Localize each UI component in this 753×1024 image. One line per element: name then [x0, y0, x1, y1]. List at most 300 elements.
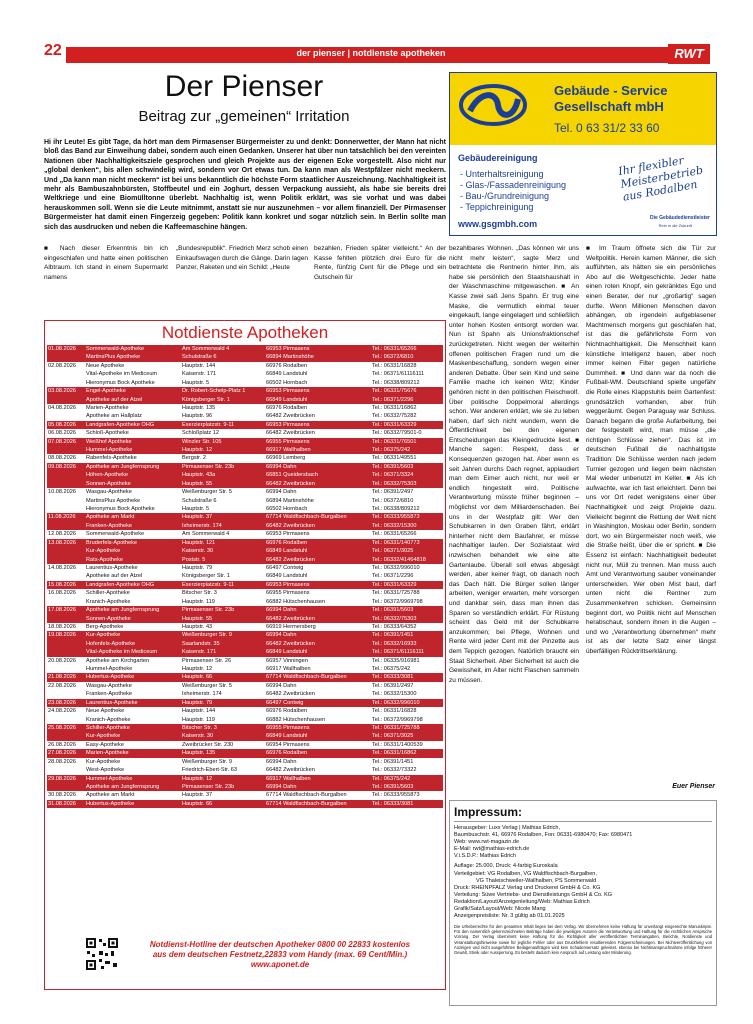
pharmacy-date: 10.08.2026 — [48, 489, 76, 496]
pharmacy-street: Pirmasenser Str. 23b — [182, 463, 235, 470]
pharmacy-street: Saarlandstr. 35 — [182, 640, 220, 647]
pharmacy-row — [47, 615, 443, 623]
pharmacy-date — [47, 783, 85, 791]
pharmacy-street: Weißenburger Str. 5 — [182, 489, 232, 496]
pharmacy-row — [47, 429, 443, 437]
pharmacy-row — [47, 640, 443, 648]
pharmacy-phone: Tel.: 06333/955873 — [372, 792, 420, 799]
pharmacy-city: 66953 Pirmasens — [266, 388, 310, 395]
pharmacy-street: Hauptstr. 144 — [182, 362, 216, 369]
pharmacy-name: Hieronymus Bock Apotheke — [86, 379, 155, 386]
pharmacy-city: 66849 Landstuhl — [266, 649, 308, 656]
pharmacy-date: 12.08.2026 — [48, 531, 76, 538]
impressum-email[interactable]: E-Mail: rwt@mathias-edrich.de — [454, 846, 530, 853]
header-bar — [66, 47, 676, 63]
pharmacy-date — [47, 732, 85, 740]
pharmacy-phone: Tel.: 06335/916981 — [372, 657, 420, 664]
pharmacy-row — [47, 370, 443, 378]
pharmacy-name: Bruderfels-Apotheke — [86, 539, 137, 546]
pharmacy-city: 66851 Queidersbach — [266, 472, 318, 479]
ad-company-line1: Gebäude - Service — [554, 83, 668, 98]
pharmacy-city: 66976 Rodalben — [266, 404, 308, 411]
pharmacy-date — [47, 480, 85, 488]
pharmacy-city: 67714 Waldfischbach-Burgalben — [266, 674, 347, 681]
pharmacy-row — [47, 572, 443, 580]
pharmacy-row — [47, 682, 443, 690]
pharmacy-name: Vital-Apotheke im Mediceum — [86, 371, 158, 378]
pharmacy-street: Hauptstr. 135 — [182, 750, 216, 757]
pharmacy-street: Hauptstr. 135 — [182, 404, 216, 411]
ad-slogan: Ihr flexibler Meisterbetrieb aus Rodalben — [617, 153, 704, 204]
pharmacy-phone: Tel.: 06331/140773 — [372, 539, 420, 546]
pharmacy-city: 66482 Zweibrücken — [266, 691, 315, 698]
pharmacy-phone: Tel.: 06331/75676 — [372, 388, 417, 395]
pharmacy-row — [47, 707, 443, 715]
pharmacy-name: Apotheke am Jungfernsprung — [86, 783, 160, 790]
impressum-web[interactable]: Web: www.rwt-magazin.de — [454, 839, 520, 846]
pharmacy-phone: Tel.: 06332/75303 — [372, 615, 417, 622]
pharmacy-date: 18.08.2026 — [48, 623, 76, 630]
pharmacy-date: 17.08.2026 — [48, 607, 76, 614]
pharmacy-street: Pirmasenser Str. 23b — [182, 783, 235, 790]
pharmacy-city: 66953 Pirmasens — [266, 581, 310, 588]
pharmacy-street: Bitscher Str. 3 — [182, 590, 217, 597]
pharmacy-date: 14.08.2026 — [48, 564, 76, 571]
pharmacy-date — [47, 716, 85, 724]
pharmacy-city: 66919 Hermersberg — [266, 623, 316, 630]
pharmacy-street: Hauptstr. 79 — [182, 699, 213, 706]
pharmacy-city: 66482 Zweibrücken — [266, 767, 315, 774]
pharmacy-street: Hauptstr. 37 — [182, 514, 213, 521]
pharmacy-row — [47, 758, 443, 766]
pharmacy-date — [47, 505, 85, 513]
impressum-lines — [454, 825, 712, 920]
ad-service: - Bau-/Grundreinigung — [460, 191, 550, 201]
pharmacy-row — [47, 665, 443, 673]
impressum-line: Redaktion/Layout/Anzeigenleitung/Web: Mathias Edrich — [454, 898, 590, 905]
pharmacy-date — [47, 556, 85, 564]
pharmacy-row — [47, 396, 443, 404]
pharmacy-name: Vital-Apotheke im Mediceum — [86, 649, 158, 656]
pharmacy-row — [47, 631, 443, 639]
pharmacy-phone: Tel.: 06371/3025 — [372, 548, 414, 555]
pharmacy-row — [47, 564, 443, 572]
pharmacy-city: 66994 Dahn — [266, 783, 297, 790]
pharmacy-name: Hieronymus Bock Apotheke — [86, 506, 155, 513]
impressum-line: Verteilung: Süwe Vertriebs- und Dienstleistungs GmbH & Co. KG — [454, 891, 613, 898]
pharmacy-row — [47, 353, 443, 361]
pharmacy-city: 66969 Lemberg — [266, 455, 306, 462]
pharmacy-date: 22.08.2026 — [48, 682, 76, 689]
pharmacy-street: Hauptstr. 12 — [182, 666, 213, 673]
pharmacy-city: 66954 Pirmasens — [266, 741, 310, 748]
pharmacy-name: Sommerwald-Apotheke — [86, 346, 145, 352]
ad-badge-subtitle: Rein in die Zukunft — [658, 223, 692, 228]
pharmacy-phone: Tel.: 06375/242 — [372, 447, 411, 454]
pharmacy-street: Hauptstr. 12 — [182, 775, 213, 782]
pharmacy-city: 66955 Pirmasens — [266, 724, 310, 731]
pharmacy-city: 66976 Rodalben — [266, 362, 308, 369]
pharmacy-city: 66482 Zweibrücken — [266, 640, 315, 647]
pharmacy-city: 66849 Landstuhl — [266, 396, 308, 403]
pharmacy-city: 66917 Wallhalben — [266, 666, 311, 673]
pharmacy-date: 11.08.2026 — [48, 514, 76, 521]
pharmacy-date — [47, 446, 85, 454]
pharmacy-name: Weißhof Apotheke — [86, 438, 132, 445]
pharmacy-date: 25.08.2026 — [48, 724, 76, 731]
pharmacy-row — [47, 741, 443, 749]
impressum-line: Auflage: 25.000, Druck: 4-farbig Euroskala — [454, 863, 558, 870]
pharmacy-street: Kaiserstr. 30 — [182, 548, 214, 555]
pharmacy-phone: Tel.: 06331/1400539 — [372, 741, 423, 748]
pharmacy-phone: Tel.: 06332/996010 — [372, 699, 420, 706]
impressum-box — [449, 800, 717, 1006]
pharmacy-row — [47, 454, 443, 462]
pharmacy-phone: Tel.: 06371/2296 — [372, 396, 414, 403]
pharmacy-street: Hauptstr. 5 — [182, 379, 210, 386]
pharmacy-phone: Tel.: 06372/6810 — [372, 497, 414, 504]
pharmacy-name: Hummel-Apotheke — [86, 666, 133, 673]
pharmacy-phone: Tel.: 06332/15300 — [372, 522, 417, 529]
pharmacy-street: Ixheimerstr. 174 — [182, 522, 222, 529]
pharmacy-name: Kur-Apotheke — [86, 758, 121, 765]
pharmacy-street: Hauptstr. 55 — [182, 480, 213, 487]
pharmacy-date: 06.08.2026 — [48, 430, 76, 437]
pharmacy-name: Sonnen-Apotheke — [86, 615, 131, 622]
pharmacy-city: 66917 Wallhalben — [266, 775, 311, 782]
pharmacy-city: 66882 Hütschenhausen — [266, 716, 326, 723]
pharmacy-street: Königsberger Str. 1 — [182, 396, 230, 403]
pharmacy-row — [47, 446, 443, 454]
pharmacy-phone: Tel.: 06372/9969798 — [372, 598, 423, 605]
pharmacy-date — [47, 353, 85, 361]
pharmacy-row — [47, 488, 443, 496]
pharmacy-phone: Tel.: 06332/75303 — [372, 480, 417, 487]
pharmacy-street: Dr. Robert-Schelp-Platz 1 — [182, 388, 246, 395]
pharmacy-date: 01.08.2026 — [48, 346, 76, 352]
pharmacy-city: 66482 Zweibrücken — [266, 480, 315, 487]
pharmacy-row — [47, 749, 443, 757]
qr-code-icon[interactable] — [85, 937, 119, 971]
pharmacy-street: Hauptstr. 119 — [182, 716, 215, 723]
ad-heading: Gebäudereinigung — [458, 153, 538, 163]
pharmacy-row — [47, 606, 443, 614]
pharmacy-phone: Tel.: 06332/73322 — [372, 767, 417, 774]
pharmacy-city: 66994 Dahn — [266, 758, 297, 765]
pharmacy-date — [47, 396, 85, 404]
pharmacy-row — [47, 581, 443, 589]
pharmacy-phone: Tel.: 06371/3324 — [372, 472, 414, 479]
pharmacy-row — [47, 783, 443, 791]
ad-badge-title: Die Gebäudedienstleister — [649, 215, 710, 221]
pharmacy-phone: Tel.: 06371/2296 — [372, 573, 414, 580]
pharmacy-phone: Tel.: 06332/41464818 — [372, 556, 426, 563]
feature-intro: Hi ihr Leute! Es gibt Tage, da hört man dem Pirmasenser Bürgermeister zu und denkt: Donnerwetter, der Mann hat nicht bloß das Band zur Einweihung dabei, sondern auch einen Gedanken. Unserer hat über nun tatsächlich bei den vereinten Nationen über Nachhaltigkeitsziele gesprochen und gleich Projekte aus der eigenen Ecke vorgestellt. Also nicht nur „global denken“, bis allen schwindelig wird, sondern vor Ort etwas tun. Da kann man als Westpfälzer nicht meckern. Und „Da kann man nicht meckern“ ist bei uns bekanntlich die höchste Form staatlicher Auszeichnung. Nachhaltigkeit ist mehr als Bambuszahnbürsten, Stoffbeutel und ein Joghurt, dessen Verpackung aussieht, als habe sie bereits drei Weltkriege und eine Biomülltonne überlebt. Nachhaltig ist, wenn Politik erklärt, was sie vorhat und was dabei herauskommen soll. Wenn sie die Leute mitnimmt, anstatt sie nur auszunehmen – vor allem finanziell. Der Pirmasenser Bürgermeister hat damit einen Fingerzeig gegeben: Politik kann konkret und sogar nützlich sein. In Berlin sollte man sich das ausdrucken und neben die Kaffeemaschine hängen. — [44, 139, 446, 231]
pharmacy-city: 66497 Contwig — [266, 564, 304, 571]
pharmacy-street: Hauptstr. 121 — [182, 539, 216, 546]
pharmacy-phone: Tel.: 06331/725788 — [372, 724, 420, 731]
pharmacy-date — [47, 615, 85, 623]
pharmacy-row — [47, 505, 443, 513]
pharmacy-phone: Tel.: 06331/63329 — [372, 581, 417, 588]
ad-yellow-header — [450, 73, 716, 145]
pharmacy-phone: Tel.: 06332/75282 — [372, 413, 417, 420]
pharmacy-name: Landgrafen-Apotheke OHG — [86, 581, 155, 588]
pharmacy-name: Hummel-Apotheke — [86, 447, 133, 454]
pharmacy-phone: Tel.: 06391/2497 — [372, 682, 414, 689]
pharmacy-phone: Tel.: 06391/5603 — [372, 463, 414, 470]
pharmacy-row — [47, 699, 443, 707]
pharmacy-street: Bitscher Str. 3 — [182, 724, 217, 731]
pharmacy-phone: Tel.: 06333/955873 — [372, 514, 420, 521]
cleaning-company-ad[interactable] — [449, 72, 717, 236]
pharmacy-phone: Tel.: 06332/16933 — [372, 640, 417, 647]
pharmacy-phone: Tel.: 06391/5603 — [372, 607, 414, 614]
pharmacy-name: Schiller-Apotheke — [86, 724, 130, 731]
pharmacy-date: 07.08.2026 — [48, 438, 76, 445]
pharmacy-name: Franken-Apotheke — [86, 522, 133, 529]
pharmacy-name: Kur-Apotheke — [86, 733, 121, 740]
pharmacy-phone: Tel.: 06331/49551 — [372, 455, 417, 462]
pharmacy-street: Hauptstr. 79 — [182, 564, 213, 571]
pharmacy-name: West-Apotheke — [86, 767, 125, 774]
feature-subtitle: Beitrag zur „gemeinen“ Irritation — [138, 108, 350, 125]
pharmacy-phone: Tel.: 06371/61116111 — [372, 649, 425, 656]
impressum-title: Impressum: — [454, 805, 712, 822]
pharmacy-street: Hauptstr. 96 — [182, 413, 213, 420]
pharmacy-street: Exerzierplatzstr. 9-11 — [182, 421, 235, 428]
pharmacy-box — [44, 320, 446, 990]
ad-service-list — [460, 169, 566, 213]
pharmacy-phone: Tel.: 06338/809212 — [372, 506, 420, 513]
pharmacy-date — [47, 379, 85, 387]
pharmacy-city: 66976 Rodalben — [266, 750, 308, 757]
pharmacy-row — [47, 732, 443, 740]
pharmacy-phone: Tel.: 06332/996010 — [372, 564, 420, 571]
pharmacy-street: Exerzierplatzstr. 9-11 — [182, 581, 235, 588]
article-column-2: „Bundesrepublik“. Friedrich Merz schob einen Einkaufswagen durch die Gänge. Darin lagen Panzer, Raketen und ein Schild: „Heute — [176, 245, 308, 272]
pharmacy-date — [47, 471, 85, 479]
pharmacy-name: Kur-Apotheke — [86, 548, 121, 555]
pharmacy-row — [47, 513, 443, 521]
pharmacy-row — [47, 530, 443, 538]
pharmacy-name: Berg-Apotheke — [86, 623, 124, 630]
pharmacy-date: 05.08.2026 — [48, 421, 76, 428]
pharmacy-date — [47, 766, 85, 774]
feature-title: Der Pienser — [164, 70, 324, 103]
pharmacy-row — [47, 412, 443, 420]
pharmacy-date: 13.08.2026 — [48, 539, 76, 546]
pharmacy-name: Apotheke am Markt — [86, 792, 135, 799]
company-logo-icon — [458, 83, 528, 128]
pharmacy-name: Apotheke auf der Atzel — [86, 573, 143, 580]
pharmacy-phone: Tel.: 06331/65266 — [372, 531, 417, 538]
impressum-line: VG Thaleischweiler-Wallhalben, PS Sommerwald — [476, 877, 597, 884]
pharmacy-street: Zweibrücker Str. 230 — [182, 741, 234, 748]
pharmacy-street: Bergstr. 2 — [182, 455, 206, 462]
pharmacy-phone: Tel.: 06332/79501-0 — [372, 430, 422, 437]
pharmacy-name: Apotheke am Kirchgarten — [86, 657, 150, 664]
pharmacy-row — [47, 522, 443, 530]
pharmacy-row — [47, 387, 443, 395]
pharmacy-city: 67714 Waldfischbach-Burgalben — [266, 800, 347, 807]
pharmacy-name: Apotheke am Hallplatz — [86, 413, 142, 420]
pharmacy-street: Pirmasenser Str. 26 — [182, 657, 232, 664]
pharmacy-street: Schulstraße 6 — [182, 354, 217, 361]
pharmacy-phone: Tel.: 06371/3025 — [372, 733, 414, 740]
aponet-link[interactable]: www.aponet.de — [250, 960, 310, 969]
pharmacy-city: 66994 Dahn — [266, 489, 297, 496]
pharmacy-street: Winzler Str. 105 — [182, 438, 222, 445]
pharmacy-phone: Tel.: 06371/61116111 — [372, 371, 425, 378]
pharmacy-phone: Tel.: 06333/3081 — [372, 674, 414, 681]
pharmacy-row — [47, 421, 443, 429]
pharmacy-row — [47, 497, 443, 505]
pharmacy-date — [47, 690, 85, 698]
ad-service: - Unterhaltsreinigung — [460, 169, 544, 179]
pharmacy-city: 66994 Dahn — [266, 682, 297, 689]
pharmacy-date — [47, 522, 85, 530]
pharmacy-phone: Tel.: 06391/5603 — [372, 783, 414, 790]
pharmacy-city: 66497 Contwig — [266, 699, 304, 706]
pharmacy-name: Franken-Apotheke — [86, 691, 133, 698]
pharmacy-city: 66849 Landstuhl — [266, 573, 308, 580]
pharmacy-phone: Tel.: 06375/242 — [372, 775, 411, 782]
pharmacy-street: Hauptstr. 66 — [182, 800, 213, 807]
pharmacy-date: 09.08.2026 — [48, 463, 76, 470]
pharmacy-name: Kranich-Apotheke — [86, 716, 131, 723]
pharmacy-phone: Tel.: 06333/64352 — [372, 623, 417, 630]
pharmacy-row — [47, 539, 443, 547]
pharmacy-phone: Tel.: 06331/725788 — [372, 590, 420, 597]
pharmacy-name: Sommerwald-Apotheke — [86, 531, 145, 538]
pharmacy-city: 66482 Zweibrücken — [266, 615, 315, 622]
pharmacy-row — [47, 800, 443, 808]
pharmacy-city: 66994 Dahn — [266, 607, 297, 614]
pharmacy-date: 27.08.2026 — [48, 750, 76, 757]
pharmacy-name: Marien-Apotheke — [86, 404, 129, 411]
pharmacy-phone: Tel.: 06331/16828 — [372, 708, 417, 715]
pharmacy-phone: Tel.: 06372/6810 — [372, 354, 414, 361]
pharmacy-date: 31.08.2026 — [48, 800, 76, 807]
pharmacy-city: 66994 Dahn — [266, 463, 297, 470]
ad-company-line2: Gesellschaft mbH — [554, 99, 664, 114]
pharmacy-name: Wasgau-Apotheke — [86, 489, 132, 496]
signature: Euer Pienser — [672, 783, 715, 790]
pharmacy-street: Pirmasenser Str. 23b — [182, 607, 235, 614]
pharmacy-city: 67714 Waldfischbach-Burgalben — [266, 514, 347, 521]
pharmacy-table — [47, 345, 443, 808]
pharmacy-phone: Tel.: 06391/1451 — [372, 758, 414, 765]
pharmacy-row — [47, 345, 443, 353]
pharmacy-city: 66894 Martinshöhe — [266, 354, 314, 361]
pharmacy-date: 26.08.2026 — [48, 741, 76, 748]
pharmacy-street: Königsberger Str. 1 — [182, 573, 230, 580]
pharmacy-name: Neue Apotheke — [86, 362, 125, 369]
article-column-3: bezahlen, Frieden später vielleicht.“ An der Kasse fehlten plötzlich drei Euro für die Rente, fünfzig Cent für die Pflege und ein Gutschein für — [314, 245, 446, 281]
pharmacy-date — [47, 640, 85, 648]
page-number: 22 — [44, 42, 62, 59]
pharmacy-city: 66894 Martinshöhe — [266, 497, 314, 504]
pharmacy-row — [47, 716, 443, 724]
pharmacy-street: Hauptstr. 43 — [182, 623, 213, 630]
pharmacy-row — [47, 657, 443, 665]
pharmacy-row — [47, 438, 443, 446]
pharmacy-name: Apotheke auf der Atzel — [86, 396, 143, 403]
pharmacy-name: Easy-Apotheke — [86, 741, 124, 748]
pharmacy-phone: Tel.: 06331/16862 — [372, 404, 417, 411]
pharmacy-date: 28.08.2026 — [48, 758, 76, 765]
ad-service: - Glas-/Fassadenreinigung — [460, 180, 567, 190]
pharmacy-date: 23.08.2026 — [48, 699, 76, 706]
pharmacy-name: Laurentius-Apotheke — [86, 564, 138, 571]
pharmacy-street: Ixheimerstr. 174 — [182, 691, 222, 698]
pharmacy-row — [47, 648, 443, 656]
pharmacy-row — [47, 791, 443, 799]
pharmacy-date: 08.08.2026 — [48, 455, 76, 462]
pharmacy-date — [47, 648, 85, 656]
pharmacy-street: Weißenburger Str. 9 — [182, 758, 232, 765]
pharmacy-row — [47, 471, 443, 479]
pharmacy-street: Poststr. 5 — [182, 556, 206, 563]
pharmacy-row — [47, 379, 443, 387]
pharmacy-city: 66976 Rodalben — [266, 539, 308, 546]
hotline-text: Notdienst-Hotline der deutschen Apotheker 0800 00 22833 kostenlos — [149, 940, 411, 949]
pharmacy-city: 66976 Rodalben — [266, 708, 308, 715]
impressum-line: Baumbuschstr. 41, 66976 Rodalben, Fon: 06331-6980470; Fax: 6980471 — [454, 832, 633, 839]
pharmacy-date: 02.08.2026 — [48, 362, 76, 369]
pharmacy-date: 03.08.2026 — [48, 388, 76, 395]
pharmacy-phone: Tel.: 06375/242 — [372, 666, 411, 673]
pharmacy-row — [47, 673, 443, 681]
pharmacy-city: 66849 Landstuhl — [266, 371, 308, 378]
pharmacy-street: Am Sommerwald 4 — [182, 531, 230, 538]
pharmacy-name: Hummel-Apotheke — [86, 775, 133, 782]
pharmacy-city: 66502 Hornbach — [266, 506, 308, 513]
ad-website-link[interactable]: www.gsgmbh.com — [458, 219, 538, 229]
pharmacy-street: Hauptstr. 5 — [182, 506, 210, 513]
impressum-line: Verteilgebiet: VG Rodalben, VG Waldfischbach-Burgalben, — [454, 870, 597, 877]
article-column-1: ■ Nach dieser Erkenntnis bin ich eingeschlafen und hatte einen politischen Albtraum. Ich stand in einem Supermarkt namens — [44, 245, 168, 281]
pharmacy-date — [47, 497, 85, 505]
pharmacy-row — [47, 766, 443, 774]
pharmacy-date — [47, 598, 85, 606]
pharmacy-city: 66882 Hütschenhausen — [266, 598, 326, 605]
pharmacy-city: 66994 Dahn — [266, 632, 297, 639]
pharmacy-date: 29.08.2026 — [48, 775, 76, 782]
pharmacy-name: MartinsPlus Apotheke — [86, 354, 141, 361]
pharmacy-title: Notdienste Apotheken — [161, 323, 329, 342]
pharmacy-city: 66957 Vinningen — [266, 657, 308, 664]
pharmacy-name: Neue Apotheke — [86, 708, 125, 715]
pharmacy-row — [47, 724, 443, 732]
pharmacy-phone: Tel.: 06391/1451 — [372, 632, 414, 639]
pharmacy-row — [47, 362, 443, 370]
article-column-4: bezahlbares Wohnen. „Das können wir uns nicht mehr leisten“, sagte Merz und betrachtete die Rentnerin hinter ihm, als habe sie persönlich den Staatshaushalt in der Waschmaschine mitgewaschen. ■ An Kasse zwei saß Jens Spahn. Er trug eine Maske, die vermutlich einmal teuer eingekauft, lange eingelagert und schließlich unter hohen Kosten entsorgt worden war. Nun ist Spahn als Unionsfraktionschef zurückgetreten. Nicht wegen der weiterhin offenen politischen Fragen rund um die Maskenbeschaffung, sondern wegen einer anderen Debatte. Über sein Kind und seine Familie mache ich keinen Witz; Kinder gehören nicht in den politischen Fleischwolf. Über politische Doppelmoral allerdings schon. Wer anderen erklärt, wie sie zu leben haben, darf sich nicht wundern, wenn die Öffentlichkeit bei den eigenen Entscheidungen das Kleingedruckte liest. ■ Manche sagen: Respekt, dass er Konsequenzen gezogen hat. Aber wenn es seit Jahren durchs Dach regnet, applaudiert man dem Eimer auch nicht, nur weil er endlich hingestellt wird. Politische Verantwortung müsste früher beginnen – möglichst vor dem Milliardenschaden. Bei uns in der Westpfalz gilt: Wer den Schubkarren in den Graben fährt, erklärt hinterher nicht dem Baufahrer, er müsse nachhaltiger laufen. Der Sozialstaat wird inzwischen behandelt wie eine alte Gartenlaube. Überall soll etwas abgesägt werden, aber keiner fragt, ob danach noch das Dach hält. Die Bürger sollen länger arbeiten, weniger erwarten, mehr vorsorgen und dankbar sein, dass man ihnen das Sparen so verständlich erklärt. Für Rüstung scheint das Geld mit der Schubkarre anzukommen; bei Pflege, Wohnen und Rente wird jeder Cent mit der Pinzette aus dem Teppich gezogen. Natürlich braucht ein Staat Sicherheit. Aber Sicherheit ist auch die Gewissheit, im Alter nicht Flaschen sammeln zu müssen. — [449, 245, 579, 684]
pharmacy-street: Kaiserstr. 171 — [182, 371, 217, 378]
pharmacy-date: 24.08.2026 — [48, 708, 76, 715]
pharmacy-phone: Tel.: 06391/2497 — [372, 489, 414, 496]
pharmacy-name: Hubertus-Apotheke — [86, 800, 135, 807]
impressum-line: Grafik/Satz/Layout/Web: Nicole Mang — [454, 906, 546, 913]
page-header — [44, 42, 710, 64]
pharmacy-row — [47, 690, 443, 698]
pharmacy-date — [47, 412, 85, 420]
pharmacy-city: 66482 Zweibrücken — [266, 522, 315, 529]
pharmacy-date: 19.08.2026 — [48, 632, 76, 639]
pharmacy-street: Friedrich-Ebert-Str. 63 — [182, 767, 238, 774]
article-column-5: ■ Im Traum öffnete sich die Tür zur Weltpolitik. Herein kamen Männer, die sich aufführten, als hätten sie ein persönliches Abo auf die Weltgeschichte. Jeder hatte einen roten Knopf, ein gekränktes Ego und einen Berater, der nur „großartig“ sagen durfte. Wenn Millionen Menschen davon abhängen, ob irgendein aufgeblasener Machtmensch morgens gut geschlafen hat, ist das die gefährlichste Form von Nichtnachhaltigkeit. Die Menschheit kann künstliche Intelligenz bauen, aber noch immer keinen Filter gegen natürliche Dummheit. ■ Und dann war da noch die Fußball-WM. Deutschland spielte ungefähr die Rolle eines Klappstuhls beim Gartenfest: grundsätzlich vorhanden, aber früh weggeräumt. Gegen Paraguay war Schluss. Danach begann die große Aufarbeitung, bei der festgestellt wird, man müsse „die richtigen Schlüsse ziehen“. Das ist im deutschen Fußball die nachhaltigste Tradition: Die Schlüsse werden nach jedem Turnier gezogen und liegen beim nächsten Mal wieder unbenutzt im Keller. ■ Als ich aufwachte, war ich fast erleichtert. Denn bei uns vor Ort redet wenigstens einer über Nachhaltigkeit und zeigt Projekte dazu. Vielleicht beginnt die Rettung der Welt nicht in Washington, Moskau oder Berlin, sondern dort, wo ein Bürgermeister noch weiß, wie die Straße heißt, über die er spricht. ■ Die Essenz ist einfach: Nachhaltigkeit bedeutet nicht nur, Müll zu trennen. Man muss auch Amt und Verantwortung sauber voneinander unterscheiden. Wer oben Mist baut, darf unten nicht die Rentner zum Zusammenkehren schicken. Gemeinsinn beginnt dort, wo Politik nicht auf Menschen herabschaut, sondern ihnen in die Augen – und wo „Verantwortung übernehmen“ mehr ist als der letzte Satz einer längst überfälligen Rücktrittserklärung. — [586, 245, 716, 655]
